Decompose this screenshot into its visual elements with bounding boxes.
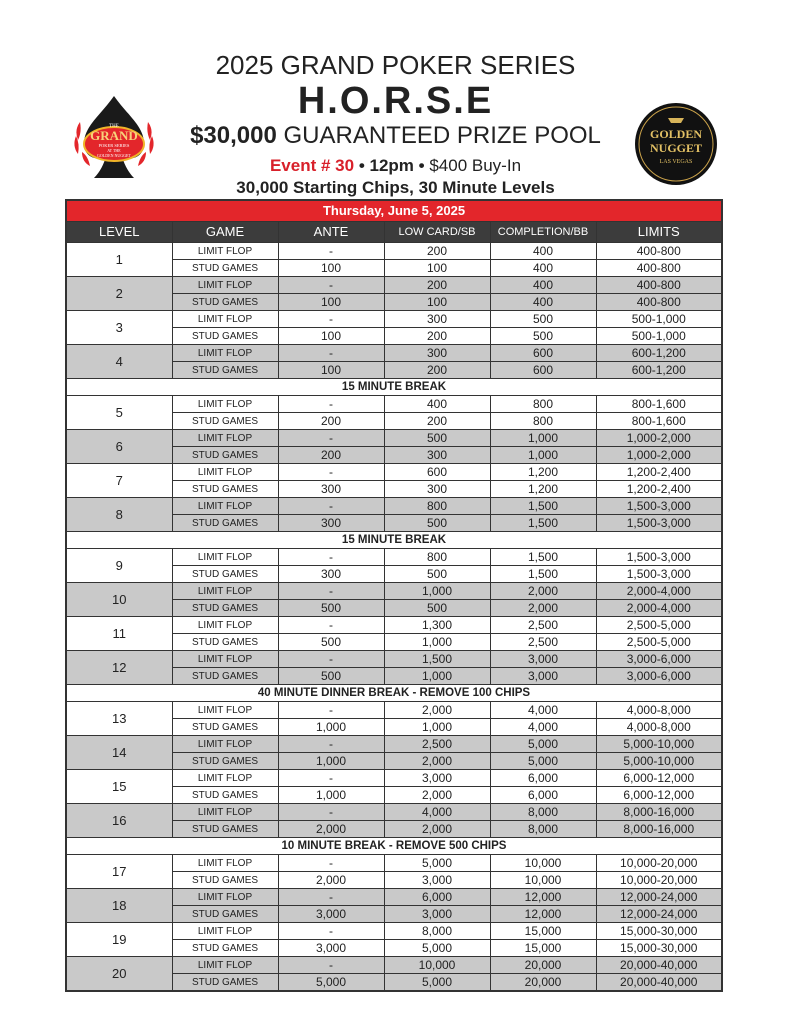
level-number: 1: [66, 243, 172, 277]
game-type: LIMIT FLOP: [172, 617, 278, 634]
small-blind-value: 3,000: [384, 906, 490, 923]
limits-value: 20,000-40,000: [596, 957, 722, 974]
game-type: STUD GAMES: [172, 787, 278, 804]
big-blind-value: 500: [490, 311, 596, 328]
game-type: LIMIT FLOP: [172, 702, 278, 719]
big-blind-value: 4,000: [490, 719, 596, 736]
table-row: [66, 345, 722, 362]
limits-value: 400-800: [596, 294, 722, 311]
big-blind-value: 8,000: [490, 821, 596, 838]
big-blind-value: 800: [490, 413, 596, 430]
starting-chips: 30,000 Starting Chips, 30 Minute Levels: [236, 178, 555, 197]
game-type: LIMIT FLOP: [172, 311, 278, 328]
break-label: 10 MINUTE BREAK - REMOVE 500 CHIPS: [66, 838, 722, 855]
game-type: LIMIT FLOP: [172, 889, 278, 906]
big-blind-value: 1,500: [490, 566, 596, 583]
big-blind-value: 2,500: [490, 634, 596, 651]
big-blind-value: 400: [490, 294, 596, 311]
break-row: [66, 532, 722, 549]
level-number: 2: [66, 277, 172, 311]
game-type: LIMIT FLOP: [172, 396, 278, 413]
game-type: STUD GAMES: [172, 906, 278, 923]
table-row: [66, 889, 722, 906]
limits-value: 800-1,600: [596, 396, 722, 413]
game-type: STUD GAMES: [172, 719, 278, 736]
ante-value: -: [278, 583, 384, 600]
table-row: [66, 957, 722, 974]
small-blind-value: 2,000: [384, 821, 490, 838]
small-blind-value: 500: [384, 600, 490, 617]
ante-value: -: [278, 923, 384, 940]
big-blind-value: 15,000: [490, 940, 596, 957]
table-row: [66, 855, 722, 872]
game-type: STUD GAMES: [172, 566, 278, 583]
ante-value: 300: [278, 515, 384, 532]
big-blind-value: 800: [490, 396, 596, 413]
limits-value: 600-1,200: [596, 345, 722, 362]
big-blind-value: 3,000: [490, 651, 596, 668]
prize-text: GUARANTEED PRIZE POOL: [283, 122, 601, 149]
game-type: STUD GAMES: [172, 872, 278, 889]
game-type: STUD GAMES: [172, 634, 278, 651]
table-row: [66, 430, 722, 447]
big-blind-value: 12,000: [490, 889, 596, 906]
game-type: LIMIT FLOP: [172, 923, 278, 940]
limits-value: 3,000-6,000: [596, 651, 722, 668]
small-blind-value: 300: [384, 311, 490, 328]
logo-right-line2: NUGGET: [649, 141, 703, 155]
big-blind-value: 20,000: [490, 957, 596, 974]
table-row: [66, 549, 722, 566]
limits-value: 500-1,000: [596, 311, 722, 328]
game-type: STUD GAMES: [172, 753, 278, 770]
big-blind-value: 10,000: [490, 872, 596, 889]
game-type: STUD GAMES: [172, 515, 278, 532]
game-type: LIMIT FLOP: [172, 464, 278, 481]
small-blind-value: 800: [384, 549, 490, 566]
small-blind-value: 200: [384, 413, 490, 430]
limits-value: 400-800: [596, 243, 722, 260]
game-type: STUD GAMES: [172, 974, 278, 992]
big-blind-value: 1,000: [490, 430, 596, 447]
level-number: 15: [66, 770, 172, 804]
limits-value: 10,000-20,000: [596, 872, 722, 889]
big-blind-value: 600: [490, 345, 596, 362]
game-type: LIMIT FLOP: [172, 736, 278, 753]
ante-value: -: [278, 736, 384, 753]
small-blind-value: 1,000: [384, 719, 490, 736]
limits-value: 6,000-12,000: [596, 787, 722, 804]
big-blind-value: 5,000: [490, 736, 596, 753]
small-blind-value: 5,000: [384, 855, 490, 872]
ante-value: -: [278, 770, 384, 787]
logo-right-line3: LAS VEGAS: [659, 159, 693, 165]
big-blind-value: 10,000: [490, 855, 596, 872]
bullet-1: •: [358, 156, 365, 175]
col-ante: ANTE: [278, 222, 384, 243]
limits-value: 600-1,200: [596, 362, 722, 379]
limits-value: 2,500-5,000: [596, 634, 722, 651]
small-blind-value: 300: [384, 345, 490, 362]
logo-left-sub3: GOLDEN NUGGET: [97, 153, 131, 158]
limits-value: 12,000-24,000: [596, 906, 722, 923]
big-blind-value: 400: [490, 260, 596, 277]
small-blind-value: 300: [384, 447, 490, 464]
ante-value: -: [278, 430, 384, 447]
table-row: [66, 583, 722, 600]
big-blind-value: 20,000: [490, 974, 596, 992]
table-row: [66, 277, 722, 294]
small-blind-value: 2,000: [384, 753, 490, 770]
ante-value: 1,000: [278, 753, 384, 770]
small-blind-value: 2,000: [384, 702, 490, 719]
big-blind-value: 2,000: [490, 600, 596, 617]
ante-value: -: [278, 243, 384, 260]
ante-value: -: [278, 464, 384, 481]
limits-value: 8,000-16,000: [596, 804, 722, 821]
small-blind-value: 100: [384, 294, 490, 311]
break-row: [66, 379, 722, 396]
game-type: LIMIT FLOP: [172, 770, 278, 787]
big-blind-value: 12,000: [490, 906, 596, 923]
game-type: STUD GAMES: [172, 600, 278, 617]
game-type: STUD GAMES: [172, 260, 278, 277]
ante-value: -: [278, 855, 384, 872]
ante-value: 500: [278, 634, 384, 651]
small-blind-value: 1,000: [384, 668, 490, 685]
limits-value: 2,000-4,000: [596, 583, 722, 600]
small-blind-value: 1,000: [384, 634, 490, 651]
limits-value: 3,000-6,000: [596, 668, 722, 685]
level-number: 19: [66, 923, 172, 957]
big-blind-value: 8,000: [490, 804, 596, 821]
ante-value: -: [278, 702, 384, 719]
limits-value: 500-1,000: [596, 328, 722, 345]
table-row: [66, 464, 722, 481]
game-type: STUD GAMES: [172, 481, 278, 498]
ante-value: 1,000: [278, 719, 384, 736]
small-blind-value: 1,000: [384, 583, 490, 600]
ante-value: -: [278, 311, 384, 328]
limits-value: 800-1,600: [596, 413, 722, 430]
game-type: LIMIT FLOP: [172, 549, 278, 566]
limits-value: 1,000-2,000: [596, 447, 722, 464]
small-blind-value: 3,000: [384, 770, 490, 787]
blind-structure-table: [65, 199, 723, 992]
level-number: 8: [66, 498, 172, 532]
ante-value: -: [278, 498, 384, 515]
small-blind-value: 500: [384, 515, 490, 532]
limits-value: 1,500-3,000: [596, 515, 722, 532]
ante-value: -: [278, 617, 384, 634]
game-type: LIMIT FLOP: [172, 583, 278, 600]
small-blind-value: 4,000: [384, 804, 490, 821]
limits-value: 1,000-2,000: [596, 430, 722, 447]
table-row: [66, 617, 722, 634]
small-blind-value: 200: [384, 328, 490, 345]
level-number: 13: [66, 702, 172, 736]
table-row: [66, 651, 722, 668]
table-row: [66, 311, 722, 328]
buy-in: $400 Buy-In: [429, 156, 522, 175]
limits-value: 15,000-30,000: [596, 923, 722, 940]
ante-value: 300: [278, 566, 384, 583]
ante-value: 2,000: [278, 872, 384, 889]
limits-value: 400-800: [596, 277, 722, 294]
ante-value: -: [278, 345, 384, 362]
big-blind-value: 6,000: [490, 770, 596, 787]
game-type: LIMIT FLOP: [172, 345, 278, 362]
event-number: Event # 30: [269, 156, 355, 175]
level-number: 10: [66, 583, 172, 617]
big-blind-value: 1,500: [490, 498, 596, 515]
col-game: GAME: [172, 222, 278, 243]
limits-value: 5,000-10,000: [596, 736, 722, 753]
ante-value: 2,000: [278, 821, 384, 838]
limits-value: 2,000-4,000: [596, 600, 722, 617]
small-blind-value: 2,500: [384, 736, 490, 753]
ante-value: 3,000: [278, 940, 384, 957]
level-number: 14: [66, 736, 172, 770]
level-number: 3: [66, 311, 172, 345]
small-blind-value: 10,000: [384, 957, 490, 974]
game-type: STUD GAMES: [172, 447, 278, 464]
limits-value: 400-800: [596, 260, 722, 277]
limits-value: 4,000-8,000: [596, 719, 722, 736]
game-type: LIMIT FLOP: [172, 277, 278, 294]
break-row: [66, 685, 722, 702]
big-blind-value: 600: [490, 362, 596, 379]
level-number: 4: [66, 345, 172, 379]
game-type: STUD GAMES: [172, 413, 278, 430]
table-row: [66, 498, 722, 515]
big-blind-value: 6,000: [490, 787, 596, 804]
ante-value: -: [278, 804, 384, 821]
limits-value: 15,000-30,000: [596, 940, 722, 957]
break-label: 15 MINUTE BREAK: [66, 532, 722, 549]
ante-value: 300: [278, 481, 384, 498]
ante-value: 100: [278, 328, 384, 345]
limits-value: 1,500-3,000: [596, 498, 722, 515]
game-type: STUD GAMES: [172, 821, 278, 838]
col-limits: LIMITS: [596, 222, 722, 243]
table-row: [66, 702, 722, 719]
small-blind-value: 200: [384, 243, 490, 260]
break-label: 40 MINUTE DINNER BREAK - REMOVE 100 CHIPS: [66, 685, 722, 702]
col-low-card-sb: LOW CARD/SB: [384, 222, 490, 243]
series-title: 2025 GRAND POKER SERIES: [215, 50, 576, 80]
ante-value: -: [278, 889, 384, 906]
limits-value: 10,000-20,000: [596, 855, 722, 872]
table-body: [66, 200, 722, 991]
ante-value: -: [278, 549, 384, 566]
ante-value: -: [278, 277, 384, 294]
ante-value: 200: [278, 413, 384, 430]
ante-value: 1,000: [278, 787, 384, 804]
table-row: [66, 770, 722, 787]
prize-amount: $30,000: [190, 122, 277, 149]
small-blind-value: 2,000: [384, 787, 490, 804]
logo-right-line1: GOLDEN: [649, 127, 703, 141]
game-type: LIMIT FLOP: [172, 804, 278, 821]
level-number: 20: [66, 957, 172, 992]
big-blind-value: 2,000: [490, 583, 596, 600]
ante-value: -: [278, 651, 384, 668]
ante-value: 100: [278, 260, 384, 277]
small-blind-value: 6,000: [384, 889, 490, 906]
big-blind-value: 1,200: [490, 481, 596, 498]
grand-poker-series-logo: [70, 92, 158, 182]
small-blind-value: 3,000: [384, 872, 490, 889]
table-row: [66, 243, 722, 260]
small-blind-value: 500: [384, 430, 490, 447]
level-number: 12: [66, 651, 172, 685]
small-blind-value: 300: [384, 481, 490, 498]
logo-left-main: GRAND: [90, 128, 138, 143]
big-blind-value: 400: [490, 243, 596, 260]
limits-value: 1,200-2,400: [596, 481, 722, 498]
level-number: 11: [66, 617, 172, 651]
game-type: STUD GAMES: [172, 668, 278, 685]
limits-value: 12,000-24,000: [596, 889, 722, 906]
table-row: [66, 923, 722, 940]
level-number: 5: [66, 396, 172, 430]
small-blind-value: 800: [384, 498, 490, 515]
table-row: [66, 736, 722, 753]
level-number: 17: [66, 855, 172, 889]
limits-value: 1,200-2,400: [596, 464, 722, 481]
ante-value: 100: [278, 362, 384, 379]
big-blind-value: 3,000: [490, 668, 596, 685]
event-name: H.O.R.S.E: [297, 80, 494, 122]
big-blind-value: 1,200: [490, 464, 596, 481]
big-blind-value: 400: [490, 277, 596, 294]
big-blind-value: 4,000: [490, 702, 596, 719]
game-type: LIMIT FLOP: [172, 855, 278, 872]
limits-value: 2,500-5,000: [596, 617, 722, 634]
small-blind-value: 1,500: [384, 651, 490, 668]
game-type: LIMIT FLOP: [172, 651, 278, 668]
ante-value: 500: [278, 668, 384, 685]
break-row: [66, 838, 722, 855]
big-blind-value: 2,500: [490, 617, 596, 634]
small-blind-value: 5,000: [384, 974, 490, 992]
ante-value: 5,000: [278, 974, 384, 992]
limits-value: 8,000-16,000: [596, 821, 722, 838]
col-completion-bb: COMPLETION/BB: [490, 222, 596, 243]
date-row: [66, 200, 722, 222]
limits-value: 1,500-3,000: [596, 566, 722, 583]
ante-value: 3,000: [278, 906, 384, 923]
limits-value: 6,000-12,000: [596, 770, 722, 787]
small-blind-value: 100: [384, 260, 490, 277]
level-number: 16: [66, 804, 172, 838]
bullet-2: •: [418, 156, 425, 175]
break-label: 15 MINUTE BREAK: [66, 379, 722, 396]
level-number: 6: [66, 430, 172, 464]
small-blind-value: 200: [384, 277, 490, 294]
level-number: 7: [66, 464, 172, 498]
small-blind-value: 8,000: [384, 923, 490, 940]
event-time: 12pm: [369, 156, 414, 175]
small-blind-value: 500: [384, 566, 490, 583]
big-blind-value: 1,500: [490, 515, 596, 532]
big-blind-value: 15,000: [490, 923, 596, 940]
level-number: 9: [66, 549, 172, 583]
game-type: STUD GAMES: [172, 362, 278, 379]
big-blind-value: 1,000: [490, 447, 596, 464]
limits-value: 4,000-8,000: [596, 702, 722, 719]
limits-value: 20,000-40,000: [596, 974, 722, 992]
game-type: LIMIT FLOP: [172, 498, 278, 515]
big-blind-value: 1,500: [490, 549, 596, 566]
game-type: LIMIT FLOP: [172, 430, 278, 447]
schedule-date: Thursday, June 5, 2025: [66, 200, 722, 222]
table-row: [66, 804, 722, 821]
small-blind-value: 1,300: [384, 617, 490, 634]
game-type: LIMIT FLOP: [172, 957, 278, 974]
game-type: STUD GAMES: [172, 328, 278, 345]
limits-value: 1,500-3,000: [596, 549, 722, 566]
ante-value: -: [278, 396, 384, 413]
small-blind-value: 5,000: [384, 940, 490, 957]
level-number: 18: [66, 889, 172, 923]
game-type: LIMIT FLOP: [172, 243, 278, 260]
limits-value: 5,000-10,000: [596, 753, 722, 770]
logo-left-top: THE: [109, 124, 119, 129]
small-blind-value: 600: [384, 464, 490, 481]
col-level: LEVEL: [66, 222, 172, 243]
table-row: [66, 396, 722, 413]
logo-left-sub2: AT THE: [107, 148, 121, 153]
game-type: STUD GAMES: [172, 294, 278, 311]
ante-value: 100: [278, 294, 384, 311]
big-blind-value: 500: [490, 328, 596, 345]
logo-left-sub1: POKER SERIES: [98, 143, 130, 148]
small-blind-value: 200: [384, 362, 490, 379]
ante-value: -: [278, 957, 384, 974]
ante-value: 500: [278, 600, 384, 617]
header-row: [66, 222, 722, 243]
big-blind-value: 5,000: [490, 753, 596, 770]
ante-value: 200: [278, 447, 384, 464]
golden-nugget-logo: [634, 102, 718, 186]
game-type: STUD GAMES: [172, 940, 278, 957]
small-blind-value: 400: [384, 396, 490, 413]
